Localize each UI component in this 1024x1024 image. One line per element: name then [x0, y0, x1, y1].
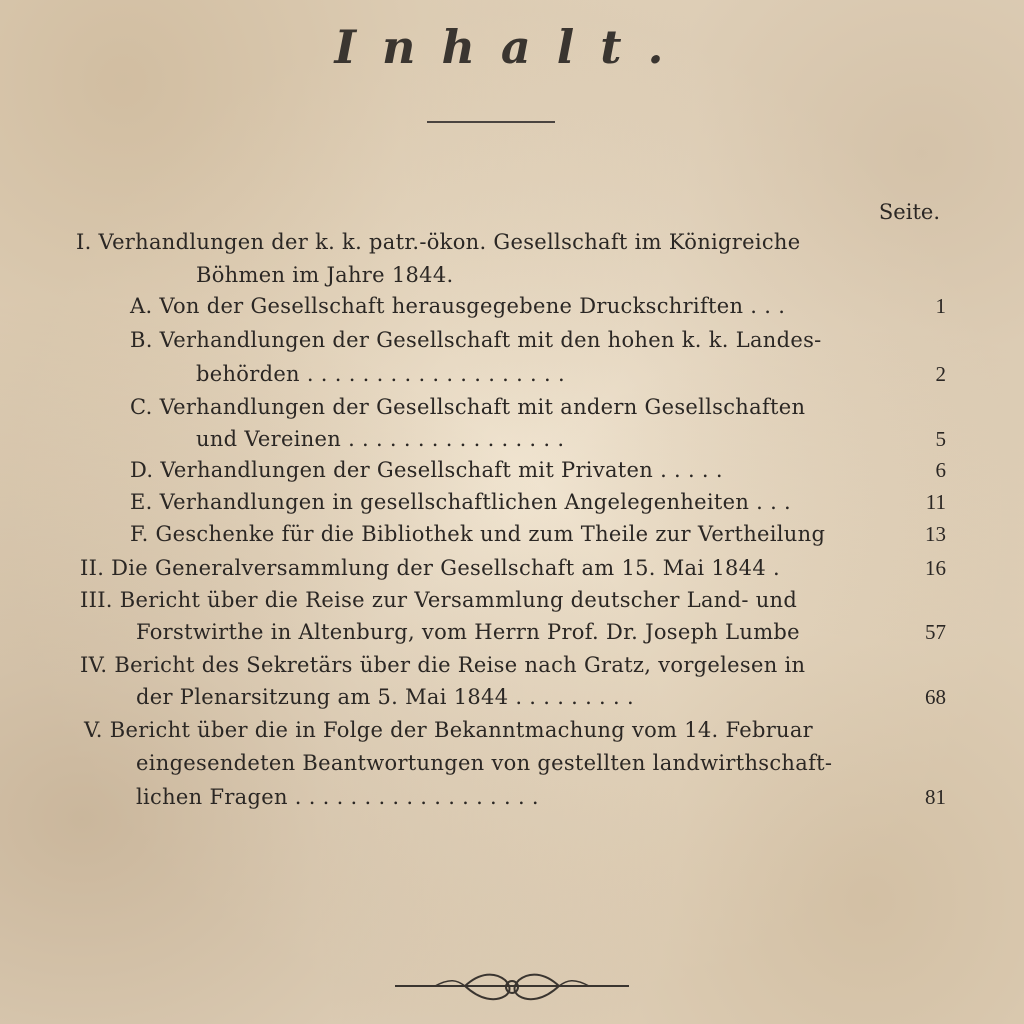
page-column-header: Seite. — [878, 200, 940, 224]
toc-entry-i-line-2: Böhmen im Jahre 1844. — [196, 263, 454, 287]
toc-entry-ii: II. Die Generalversammlung der Gesellschaft am 15. Mai 1844 . — [80, 556, 780, 580]
page-title: Inhalt. — [334, 20, 690, 74]
toc-page-b: 2 — [935, 362, 946, 386]
toc-entry-a: A. Von der Gesellschaft herausgegebene Druckschriften . . . — [130, 294, 786, 318]
toc-page-v: 81 — [925, 785, 946, 809]
toc-page-ii: 16 — [925, 556, 946, 580]
toc-entry-f: F. Geschenke für die Bibliothek und zum Theile zur Vertheilung — [130, 522, 826, 546]
toc-entry-i-line-1: I. Verhandlungen der k. k. patr.-ökon. Gesellschaft im Königreiche — [76, 230, 801, 254]
toc-entry-e: E. Verhandlungen in gesellschaftlichen Angelegenheiten . . . — [130, 490, 792, 514]
toc-page-c: 5 — [935, 427, 946, 451]
toc-entry-c-line-1: C. Verhandlungen der Gesellschaft mit andern Gesellschaften — [130, 395, 806, 419]
toc-entry-iii-line-1: III. Bericht über die Reise zur Versammlung deutscher Land- und — [80, 588, 798, 612]
toc-entry-v-line-1: V. Bericht über die in Folge der Bekanntmachung vom 14. Februar — [84, 718, 814, 742]
toc-entry-v-line-3: lichen Fragen . . . . . . . . . . . . . . . . . . — [136, 785, 539, 809]
toc-page-d: 6 — [935, 458, 946, 482]
title-divider — [427, 121, 555, 123]
toc-page-e: 11 — [925, 490, 946, 514]
toc-entry-d: D. Verhandlungen der Gesellschaft mit Privaten . . . . . — [130, 458, 723, 482]
toc-entry-b-line-2: behörden . . . . . . . . . . . . . . . . . . . — [196, 362, 565, 386]
toc-page-iv: 68 — [925, 685, 946, 709]
toc-entry-c-line-2: und Vereinen . . . . . . . . . . . . . . . . — [196, 427, 565, 451]
toc-page-f: 13 — [925, 522, 946, 546]
toc-page-iii: 57 — [925, 620, 946, 644]
toc-entry-v-line-2: eingesendeten Beantwortungen von gestellten landwirthschaft- — [136, 751, 833, 775]
toc-entry-iv-line-2: der Plenarsitzung am 5. Mai 1844 . . . . . . . . . — [136, 685, 634, 709]
toc-entry-iv-line-1: IV. Bericht des Sekretärs über die Reise nach Gratz, vorgelesen in — [80, 653, 806, 677]
toc-page-a: 1 — [935, 294, 946, 318]
toc-entry-iii-line-2: Forstwirthe in Altenburg, vom Herrn Prof. Dr. Joseph Lumbe — [136, 620, 800, 644]
toc-entry-b-line-1: B. Verhandlungen der Gesellschaft mit den hohen k. k. Landes- — [130, 328, 822, 352]
ornament-flourish — [395, 966, 629, 1006]
